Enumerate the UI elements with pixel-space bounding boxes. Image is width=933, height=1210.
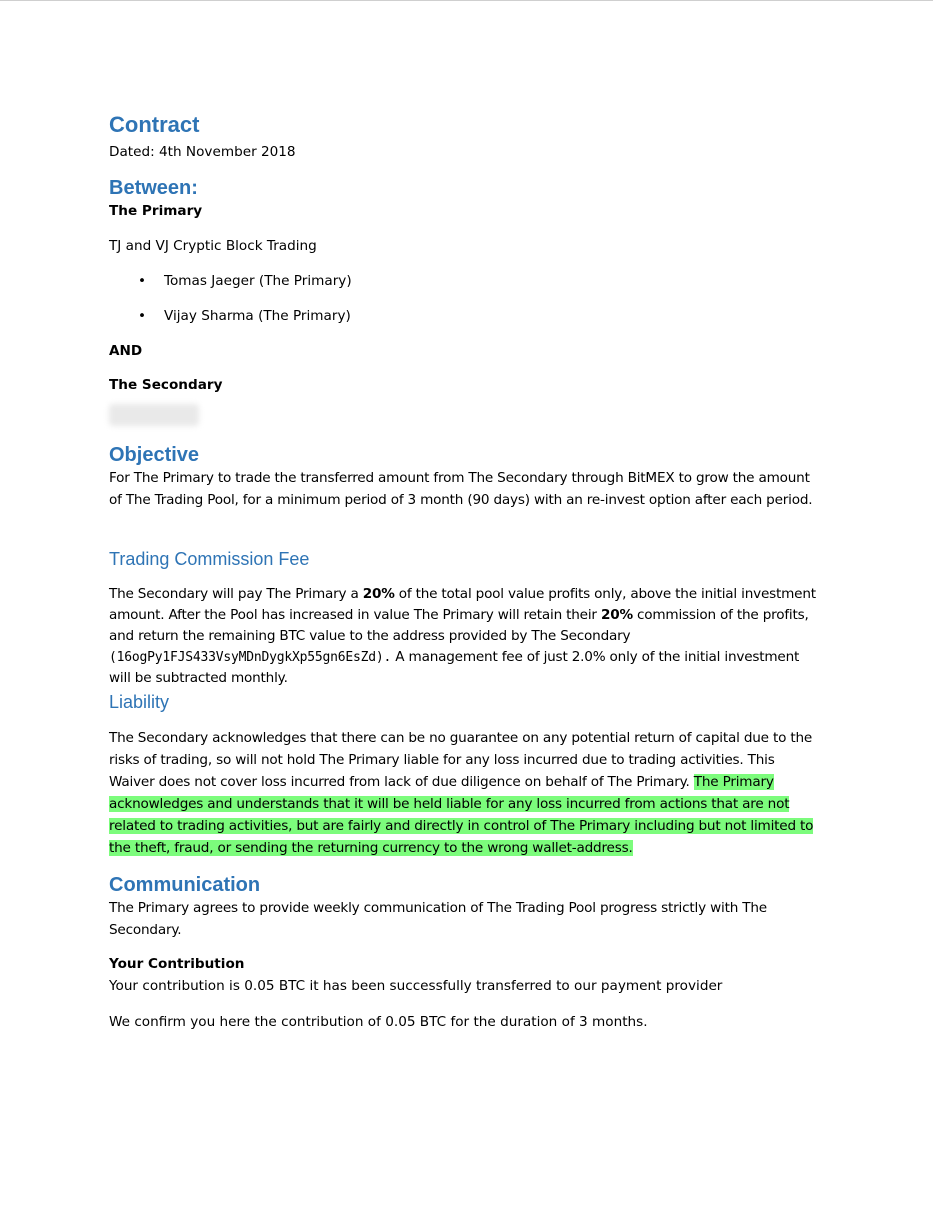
redacted-name — [109, 404, 199, 426]
member-item: Vijay Sharma (The Primary) — [164, 308, 351, 324]
secondary-label: The Secondary — [109, 377, 223, 393]
contribution-heading: Your Contribution — [109, 956, 245, 972]
fee-percent: 20% — [362, 586, 395, 602]
objective-heading: Objective — [109, 444, 200, 466]
dated-line: Dated: 4th November 2018 — [109, 144, 296, 160]
document-title: Contract — [109, 112, 200, 137]
liability-text: The Secondary acknowledges that there can be no guarantee on any potential return of capital due to the risks of trading, so will not hold The Primary liable for any loss incurred due to trading activities. This Waiver does not cover loss incurred from lack of due diligence on behalf of The Primary. The Primary acknowledges and understands that it will be held liable for any loss incurred from actions that are not related to trading activities, but are fairly and directly in control of The Primary including but not limited to the theft, fraud, or sending the returning currency to the wrong wallet-address. — [109, 730, 814, 856]
communication-heading: Communication — [109, 874, 261, 896]
primary-label: The Primary — [109, 203, 203, 219]
communication-text: The Primary agrees to provide weekly communication of The Trading Pool progress strictly with The Secondary. — [109, 900, 767, 938]
objective-text: For The Primary to trade the transferred amount from The Secondary through BitMEX to grow the amount of The Trading Pool, for a minimum period of 3 month (90 days) with an re-invest option after each period. — [109, 470, 813, 508]
fee-text: The Secondary will pay The Primary a 20% of the total pool value profits only, above the initial investment amount. After the Pool has increased in value The Primary will retain their 20% commission of the profits, and return the remaining BTC value to the address provided by The Secondary (16ogPy1FJS433VsyMDnDygkXp55gn6EsZd). A management fee of just 2.0% only of the initial investment will be subtracted monthly. — [109, 586, 816, 686]
top-border — [0, 0, 933, 1]
highlighted-clause: The Primary acknowledges and understands that it will be held liable for any loss incurred from actions that are not related to trading activities, but are fairly and directly in control of The Primary including but not limited to the theft, fraud, or sending the returning currency to the wrong wallet-address. — [109, 774, 814, 856]
contribution-line: Your contribution is 0.05 BTC it has been successfully transferred to our payment provider — [109, 978, 723, 994]
between-heading: Between: — [109, 177, 198, 199]
bullet-icon: • — [138, 273, 147, 289]
bullet-icon: • — [138, 308, 147, 324]
company-name: TJ and VJ Cryptic Block Trading — [109, 238, 317, 254]
member-item: Tomas Jaeger (The Primary) — [164, 273, 352, 289]
fee-heading: Trading Commission Fee — [109, 549, 310, 569]
contribution-confirm: We confirm you here the contribution of 0.05 BTC for the duration of 3 months. — [109, 1014, 648, 1030]
fee-percent: 20% — [600, 607, 633, 623]
liability-heading: Liability — [109, 692, 170, 712]
and-label: AND — [109, 343, 143, 359]
btc-address: (16ogPy1FJS433VsyMDnDygkXp55gn6EsZd). — [109, 650, 392, 665]
